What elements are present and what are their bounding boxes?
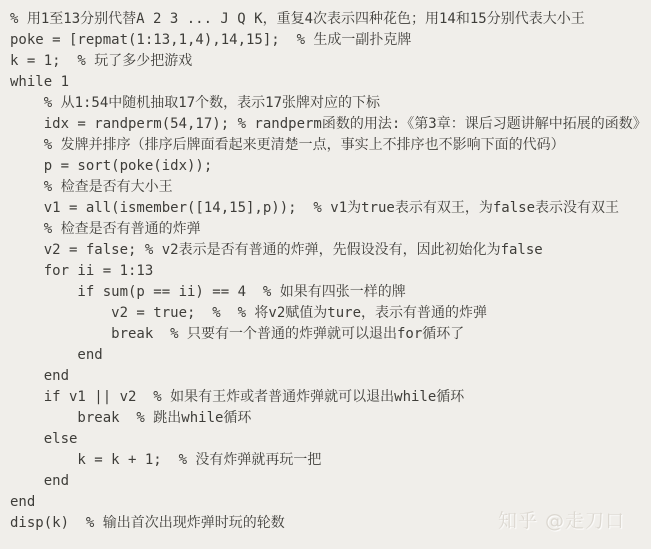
code-line: poke = [repmat(1:13,1,4),14,15]; % 生成一副扑克牌 <box>10 32 412 48</box>
code-line: if v1 || v2 % 如果有王炸或者普通炸弹就可以退出while循环 <box>10 389 465 405</box>
code-line: end <box>10 368 70 384</box>
code-line: idx = randperm(54,17); % randperm函数的用法:《第3章：课后习题讲解中拓展的函数》 <box>10 116 647 132</box>
code-line: for ii = 1:13 <box>10 263 154 279</box>
zhihu-watermark: 知乎 @走刀口 <box>497 510 625 532</box>
code-line: end <box>10 347 103 363</box>
code-line: v1 = all(ismember([14,15],p)); % v1为true表示有双王，为false表示没有双王 <box>10 200 620 216</box>
code-line: % 检查是否有大小王 <box>10 179 173 195</box>
code-line: % 从1:54中随机抽取17个数，表示17张牌对应的下标 <box>10 95 381 111</box>
code-line: % 发牌并排序（排序后牌面看起来更清楚一点，事实上不排序也不影响下面的代码） <box>10 137 565 153</box>
code-line: end <box>10 494 36 510</box>
code-block <box>10 9 651 534</box>
code-line: end <box>10 473 70 489</box>
code-line: % 用1至13分别代替A 2 3 ... J Q K，重复4次表示四种花色；用14和15分别代表大小王 <box>10 11 585 27</box>
code-line: else <box>10 431 78 447</box>
code-line: k = 1; % 玩了多少把游戏 <box>10 53 193 69</box>
code-line: while 1 <box>10 74 70 90</box>
code-line: break % 只要有一个普通的炸弹就可以退出for循环了 <box>10 326 465 342</box>
code-line: break % 跳出while循环 <box>10 410 252 426</box>
code-line: p = sort(poke(idx)); <box>10 158 213 174</box>
code-line: v2 = false; % v2表示是否有普通的炸弹，先假设没有，因此初始化为false <box>10 242 543 258</box>
code-line: disp(k) % 输出首次出现炸弹时玩的轮数 <box>10 515 285 531</box>
code-line: if sum(p == ii) == 4 % 如果有四张一样的牌 <box>10 284 406 300</box>
code-line: v2 = true; % % 将v2赋值为ture，表示有普通的炸弹 <box>10 305 488 321</box>
code-line: % 检查是否有普通的炸弹 <box>10 221 201 237</box>
code-line: k = k + 1; % 没有炸弹就再玩一把 <box>10 452 322 468</box>
